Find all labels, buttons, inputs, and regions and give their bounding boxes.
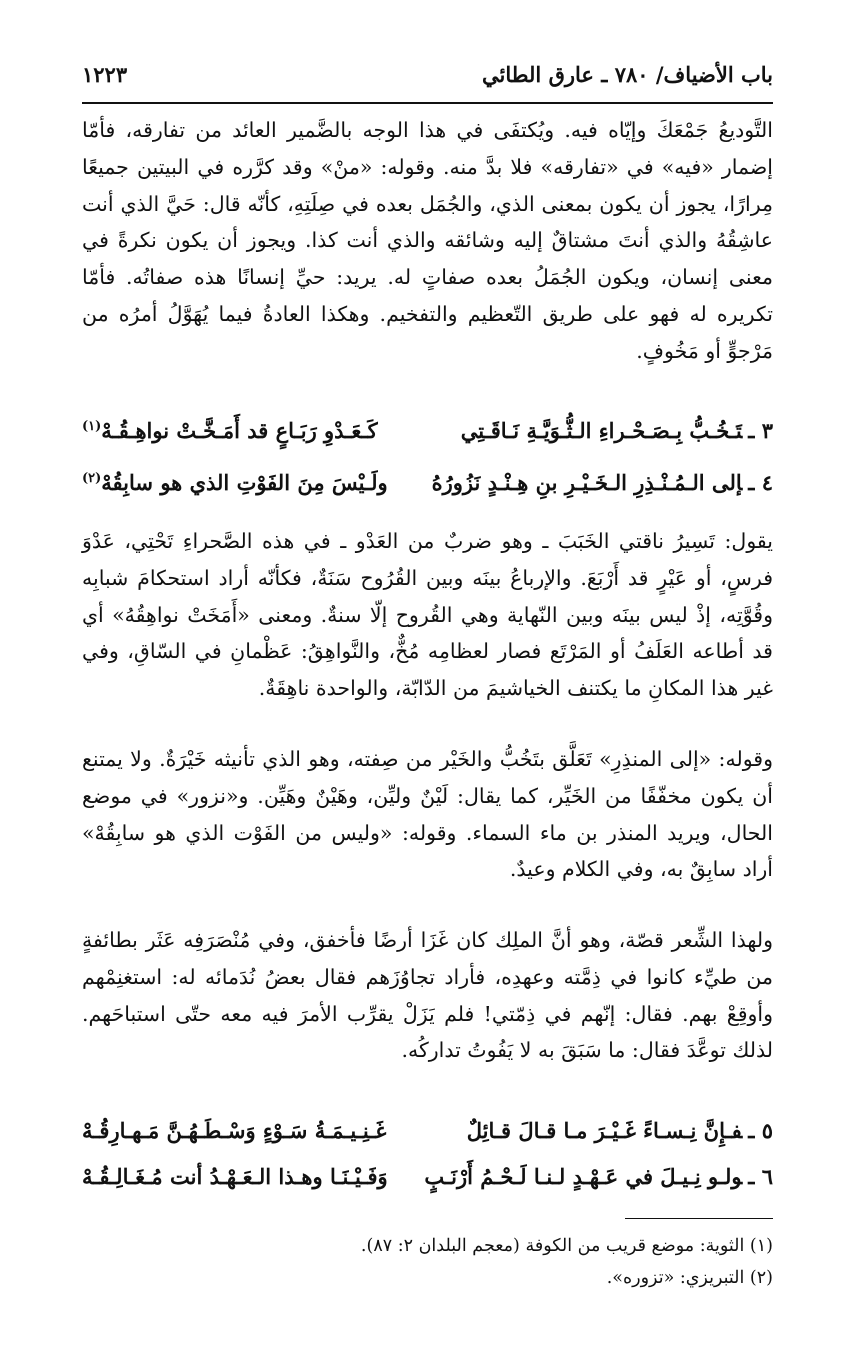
verse-3 [82, 418, 773, 458]
footnote-1: (١) الثوية: موضع قريب من الكوفة (معجم البلدان ٢: ٨٧). [360, 1236, 773, 1256]
verse-5-first-hemistich [467, 1118, 773, 1143]
running-header [82, 62, 773, 96]
verse-6 [82, 1164, 773, 1204]
header-title: باب الأضياف/ ٧٨٠ ـ عارق الطائي [482, 62, 773, 87]
paragraph-4: ولهذا الشِّعر قصّة، وهو أنَّ الملِك كان غَزَا أرضًا فأخفق، وفي مُنْصَرَفِه عَثَر بطائفةٍ من طيِّء كانوا في ذِمَّته وعهدِه، فأراد تجاوُزَهم فقال بعضُ نُدَمائه له: استغنِمْهم وأوقِعْ بهم. فقال: إنّهم في ذِمّتي! فلم يَزَلْ يقرِّب الأمرَ فيه معه حتّى استباحَهم. لذلك توعَّدَ فقال: ما سَبَقَ به لا يَفُوتُ تداركُه. [82, 928, 773, 1063]
paragraph-1: التَّوديعُ جَمْعَكَ وإيّاه فيه. ويُكتفَى في هذا الوجه بالضَّمير العائد من تفارقه، فأمّا إضمار «فيه» في «تفارقه» فلا بدَّ منه. وقوله: «منْ» وقد كرَّره في البيتين جميعًا مِرارًا، يجوز أن يكون بمعنى الذي، والجُمَل بعده في صِلَتِهِ، كأنّه قال: حَيَّ الذي أنت عاشِقُهُ والذي أنتَ مشتاقٌ إليه وشائقه والذي أنت كذا. ويجوز أن يكون نكرةً في معنى إنسان، ويكون الجُمَلُ بعده صفاتٍ له. يريد: حيِّ إنسانًا هذه صفاتُه. فأمّا تكريره له فهو على طريق التّعظيم والتفخيم. وهكذا العادةُ فيما يُهَوَّلُ أمرُه من مَرْجوٍّ أو مَخُوفٍ. [82, 118, 773, 363]
verse-6-first-hemistich [424, 1164, 773, 1189]
paragraph-3: وقوله: «إلى المنذِرِ» تَعَلَّق بتَخُبُّ والخَيْر من صِفته، وهو الذي تأنيثه خَيْرَةٌ. ولا يمتنع أن يكون مخفّفًا من الخَيِّر، كما يقال: لَيْنٌ وليِّن، وهَيْنٌ وهَيِّن. و«نزور» في موضع الحال، ويريد المنذر بن ماء السماء. وقوله: «وليس من الفَوْت الذي هو سابِقُهْ» أراد سابِقٌ به، وفي الكلام وعيدٌ. [82, 747, 773, 882]
verse-4-first-text: إلى الـمُـنْـذِرِ الـخَـيْـرِ بنِ هِـنْـدٍ نَزُورُهُ [431, 470, 743, 495]
verse-3-number: ٣ ـ [748, 418, 773, 443]
header-rule [82, 102, 773, 104]
footnote-2: (٢) التبريزي: «تزوره». [606, 1268, 773, 1288]
verse-3-first-text: تَـخُـبُّ بِـصَـحْـراءِ الـثُّـوَيَّـةِ نَـاقَـتِي [460, 418, 743, 443]
verse-3-second-hemistich [82, 418, 378, 443]
verse-5 [82, 1118, 773, 1158]
verse-6-second-text: وَفَـيْـنَـا وهـذا الـعَـهْـدُ أنت مُـغَـالِـقُـهْ [82, 1164, 388, 1189]
verse-4-second-text: ولَـيْسَ مِنَ الفَوْتِ الذي هو سابِقُهْ [101, 470, 388, 495]
verse-6-second-hemistich [82, 1164, 388, 1189]
footnote-ref-2: (٢) [82, 471, 102, 486]
verse-3-second-text: كَـعَـدْوِ رَبَـاعٍ قد أَمَـخَّـتْ نواهِـقُـهْ [101, 418, 378, 443]
verse-4-number: ٤ ـ [748, 470, 773, 495]
verse-5-first-text: فـإِنَّ نِـسـاءً غَـيْـرَ مـا قـالَ قـائِلٌ [466, 1118, 743, 1143]
page-number: ١٢٢٣ [82, 62, 128, 87]
verse-3-first-hemistich [461, 418, 773, 443]
verse-4-second-hemistich [82, 470, 388, 495]
footnote-separator [625, 1218, 773, 1219]
verse-6-number: ٦ ـ [748, 1164, 773, 1189]
verse-4 [82, 470, 773, 510]
verse-6-first-text: ولـو نِـيـلَ في عَـهْـدٍ لـنـا لَـحْـمُ أَرْنَـبٍ [424, 1164, 743, 1189]
paragraph-2: يقول: تَسِيرُ ناقتي الخَبَبَ ـ وهو ضربٌ من العَدْو ـ في هذه الصَّحراءِ تَحْتِي، عَدْوَ فرسٍ، أو عَيْرٍ قد أَرْبَعَ. والإرباعُ بينَه وبين القُرُوح سَنَةٌ، فكأنّه أراد استحكامَ شبابِه وقُوَّتِه، إذْ ليس بينَه وبين النّهاية وهي القُروح إلّا سنةٌ. ومعنى «أَمَخَتْ نواهِقُهُ» أي قد أطاعه العَلَفُ أو المَرْتَع فصار لعظامِه مُخٌّ، والنَّواهِقُ: عَظْمانِ في السّاقِ، وفي غير هذا المكانِ ما يكتنف الخياشيمَ من الدّابّة، والواحدة ناهِقَةٌ. [82, 529, 773, 701]
verse-5-second-hemistich [82, 1118, 386, 1143]
verse-5-second-text: غَـنِـيـمَـةُ سَـوْءٍ وَسْـطَـهُـنَّ مَـهـارِقُـهْ [82, 1118, 387, 1143]
verse-4-first-hemistich [432, 470, 773, 495]
footnote-ref-1: (١) [82, 419, 102, 434]
verse-5-number: ٥ ـ [748, 1118, 773, 1143]
